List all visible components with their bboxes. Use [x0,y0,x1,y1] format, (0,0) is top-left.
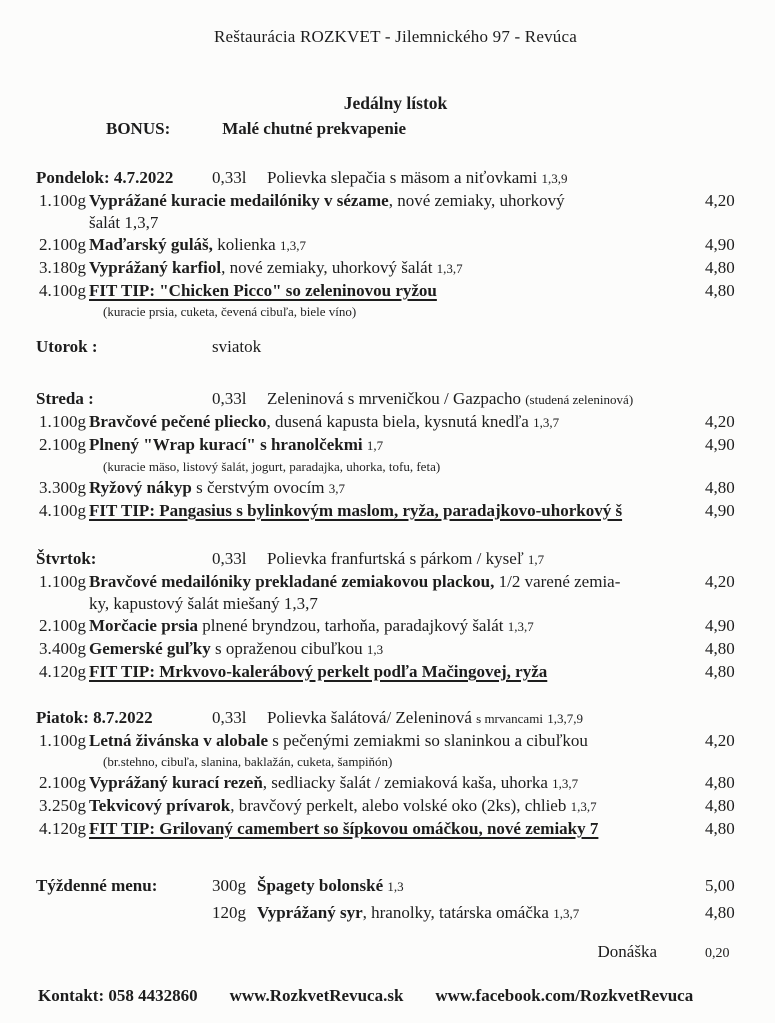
day-header [36,336,755,358]
item-text [89,411,705,434]
menu-item-fit-tip [36,500,755,522]
day-name: Štvrtok: [36,549,97,568]
soup-allergens: 1,3,7,9 [547,711,583,726]
item-weight: 100g [52,235,86,254]
item-text [89,615,705,638]
item-desc: 1/2 varené zemia- [494,572,621,591]
item-text [89,795,705,818]
menu-item [36,730,755,772]
item-desc: , sedliacky šalát / zemiaková kaša, uhorka [262,773,548,792]
item-allergens: 1,3,7 [552,776,579,791]
item-desc: , nové zemiaky, uhorkový [388,191,565,210]
item-name: Bravčové pečené pliecko [89,412,267,431]
item-note: (br.stehno, cibuľa, slanina, baklažán, cuketa, šampiňón) [103,754,393,769]
item-price: 4,90 [705,435,735,454]
item-allergens: 3,7 [328,481,346,496]
soup-name: Polievka šalátová/ Zeleninová [267,708,472,727]
item-desc: plnené bryndzou, tarhoňa, paradajkový šalát [198,616,504,635]
menu-item-fit-tip [36,280,755,322]
item-desc: s čerstvým ovocím [191,478,325,497]
item-desc: s pečenými zemiakmi so slaninkou a cibuľkou [268,731,588,750]
item-weight: 120g [52,819,86,838]
day-header [36,548,755,571]
day-section-pondelok [36,167,755,322]
day-section-streda [36,388,755,522]
item-number: 2. [39,235,52,254]
soup-subnote: s mrvancami [476,711,543,726]
menu-item [36,434,755,477]
soup-line [267,548,755,571]
item-allergens: 1,3,7 [507,619,534,634]
menu-item [36,257,755,280]
item-name: Vyprážaný kurací rezeň [89,773,263,792]
item-desc: kolienka [212,235,276,254]
soup-volume: 0,33l [212,168,247,187]
bonus-label: BONUS: [106,119,171,138]
item-text [89,477,705,500]
soup-volume: 0,33l [212,708,247,727]
soup-name: Polievka slepačia s mäsom a niťovkami [267,168,538,187]
soup-allergens: 1,7 [527,552,545,567]
item-number: 2. [39,435,52,454]
item-text [89,434,705,477]
item-text [89,500,705,522]
holiday-note: sviatok [212,337,262,356]
item-weight: 100g [52,191,86,210]
item-price: 4,90 [705,616,735,635]
item-name: FIT TIP: Pangasius s bylinkovým maslom, ryža, paradajkovo-uhorkový š [89,501,623,520]
item-weight: 120g [52,662,86,681]
item-number: 3. [39,796,52,815]
item-name: Letná živánska v alobale [89,731,268,750]
day-name: Streda : [36,389,94,408]
item-name: Morčacie prsia [89,616,199,635]
weekly-row [36,900,755,927]
menu-item [36,571,755,615]
item-name: Vyprážaný karfiol [89,258,222,277]
item-number: 2. [39,773,52,792]
soup-volume: 0,33l [212,389,247,408]
item-text [89,280,705,322]
weekly-menu-section [36,873,755,927]
item-price: 4,90 [705,501,735,520]
menu-item [36,615,755,638]
menu-item [36,638,755,661]
weekly-label: Týždenné menu: [36,876,158,895]
item-weight: 100g [52,773,86,792]
item-wrap-line: ky, kapustový šalát miešaný 1,3,7 [89,594,318,613]
item-text [257,900,705,927]
day-section-stvrtok [36,548,755,683]
soup-line [267,707,755,730]
item-number: 4. [39,281,52,300]
item-name: Plnený "Wrap kurací" s hranolčekmi [89,435,363,454]
soup-allergens: 1,3,9 [541,171,568,186]
item-note: (kuracie prsia, cuketa, čevená cibuľa, biele víno) [103,304,357,319]
menu-item-fit-tip [36,661,755,683]
restaurant-header: Reštaurácia ROZKVET - Jilemnického 97 - Revúca [214,27,577,46]
item-text [89,234,705,257]
item-weight: 100g [52,412,86,431]
menu-item [36,795,755,818]
item-number: 2. [39,616,52,635]
soup-name: Zeleninová s mrveničkou / Gazpacho [267,389,521,408]
item-price: 4,80 [705,796,735,815]
day-name: Pondelok: 4.7.2022 [36,168,174,187]
item-text [89,772,705,795]
bonus-text: Malé chutné prekvapenie [222,119,407,138]
day-section-utorok [36,336,755,358]
item-number: 4. [39,662,52,681]
menu-item [36,477,755,500]
item-number: 3. [39,258,52,277]
item-name: Tekvicový prívarok [89,796,231,815]
item-wrap-line: šalát 1,3,7 [89,213,159,232]
item-name: Bravčové medailóniky prekladané zemiakovou plackou, [89,572,495,591]
menu-item [36,234,755,257]
item-name: FIT TIP: "Chicken Picco" so zeleninovou ryžou [89,281,437,300]
item-note: (kuracie mäso, listový šalát, jogurt, paradajka, uhorka, tofu, feta) [103,459,441,474]
item-weight: 300g [212,876,246,895]
item-number: 4. [39,819,52,838]
delivery-label: Donáška [597,942,657,961]
item-weight: 100g [52,435,86,454]
item-price: 4,90 [705,235,735,254]
item-number: 1. [39,412,52,431]
bonus-row [36,118,755,140]
item-desc: , nové zemiaky, uhorkový šalát [221,258,433,277]
soup-line [267,167,755,190]
contact-phone: Kontakt: 058 4432860 [38,986,198,1005]
item-desc: s opraženou cibuľkou [210,639,363,658]
item-weight: 100g [52,281,86,300]
item-name: Gemerské guľky [89,639,211,658]
item-weight: 180g [52,258,86,277]
item-text [89,661,705,683]
menu-item [36,772,755,795]
item-price: 4,80 [705,639,735,658]
item-price: 4,80 [705,819,735,838]
item-price: 5,00 [705,876,735,895]
item-weight: 100g [52,731,86,750]
item-price: 4,20 [705,572,735,591]
delivery-row [36,941,755,965]
item-desc: , hranolky, tatárska omáčka [362,903,549,922]
item-number: 4. [39,501,52,520]
item-allergens: 1,3,7 [279,238,306,253]
item-price: 4,80 [705,903,735,922]
item-name: Maďarský guláš, [89,235,213,254]
item-number: 3. [39,639,52,658]
item-weight: 100g [52,501,86,520]
contact-facebook: www.facebook.com/RozkvetRevuca [435,986,694,1005]
day-name: Utorok : [36,337,98,356]
weekly-row [36,873,755,900]
day-header [36,707,755,730]
item-text [89,730,705,772]
day-section-piatok [36,707,755,840]
item-name: Vyprážané kuracie medailóniky v sézame [89,191,389,210]
item-price: 4,80 [705,478,735,497]
item-desc: , dusená kapusta biela, kysnutá knedľa [266,412,529,431]
menu-item [36,411,755,434]
item-name: Vyprážaný syr [257,903,363,922]
item-price: 4,80 [705,258,735,277]
item-price: 4,80 [705,662,735,681]
soup-line [267,388,755,411]
item-text [89,190,705,234]
item-name: FIT TIP: Grilovaný camembert so šípkovou omáčkou, nové zemiaky 7 [89,819,599,838]
menu-title: Jedálny lístok [343,93,448,113]
item-text [89,638,705,661]
day-name: Piatok: 8.7.2022 [36,708,153,727]
menu-item [36,190,755,234]
item-text [89,818,705,840]
item-allergens: 1,7 [366,438,384,453]
item-weight: 250g [52,796,86,815]
item-price: 4,80 [705,773,735,792]
item-allergens: 1,3,7 [570,799,597,814]
item-number: 1. [39,572,52,591]
item-weight: 400g [52,639,86,658]
item-name: Špagety bolonské [257,876,384,895]
item-weight: 120g [212,903,246,922]
item-weight: 300g [52,478,86,497]
item-weight: 100g [52,616,86,635]
item-weight: 100g [52,572,86,591]
item-allergens: 1,3 [387,879,404,894]
day-header [36,388,755,411]
contact-website: www.RozkvetRevuca.sk [229,986,404,1005]
item-allergens: 1,3 [366,642,384,657]
item-price: 4,20 [705,731,735,750]
item-price: 4,80 [705,281,735,300]
item-allergens: 1,3,7 [553,906,580,921]
contact-footer [38,985,755,1007]
item-text [89,257,705,280]
item-text [89,571,705,615]
soup-name: Polievka franfurtská s párkom / kyseľ [267,549,524,568]
item-price: 4,20 [705,412,735,431]
delivery-price: 0,20 [705,946,730,961]
item-text [257,873,705,900]
item-allergens: 1,3,7 [533,415,560,430]
item-number: 3. [39,478,52,497]
item-desc: , bravčový perkelt, alebo volské oko (2ks), chlieb [230,796,567,815]
item-allergens: 1,3,7 [436,261,463,276]
menu-item-fit-tip [36,818,755,840]
item-name: FIT TIP: Mrkvovo-kalerábový perkelt podľa Mačingovej, ryža [89,662,548,681]
item-number: 1. [39,731,52,750]
soup-subnote: (studená zeleninová) [525,392,634,407]
item-price: 4,20 [705,191,735,210]
day-header [36,167,755,190]
soup-volume: 0,33l [212,549,247,568]
item-number: 1. [39,191,52,210]
item-name: Ryžový nákyp [89,478,192,497]
